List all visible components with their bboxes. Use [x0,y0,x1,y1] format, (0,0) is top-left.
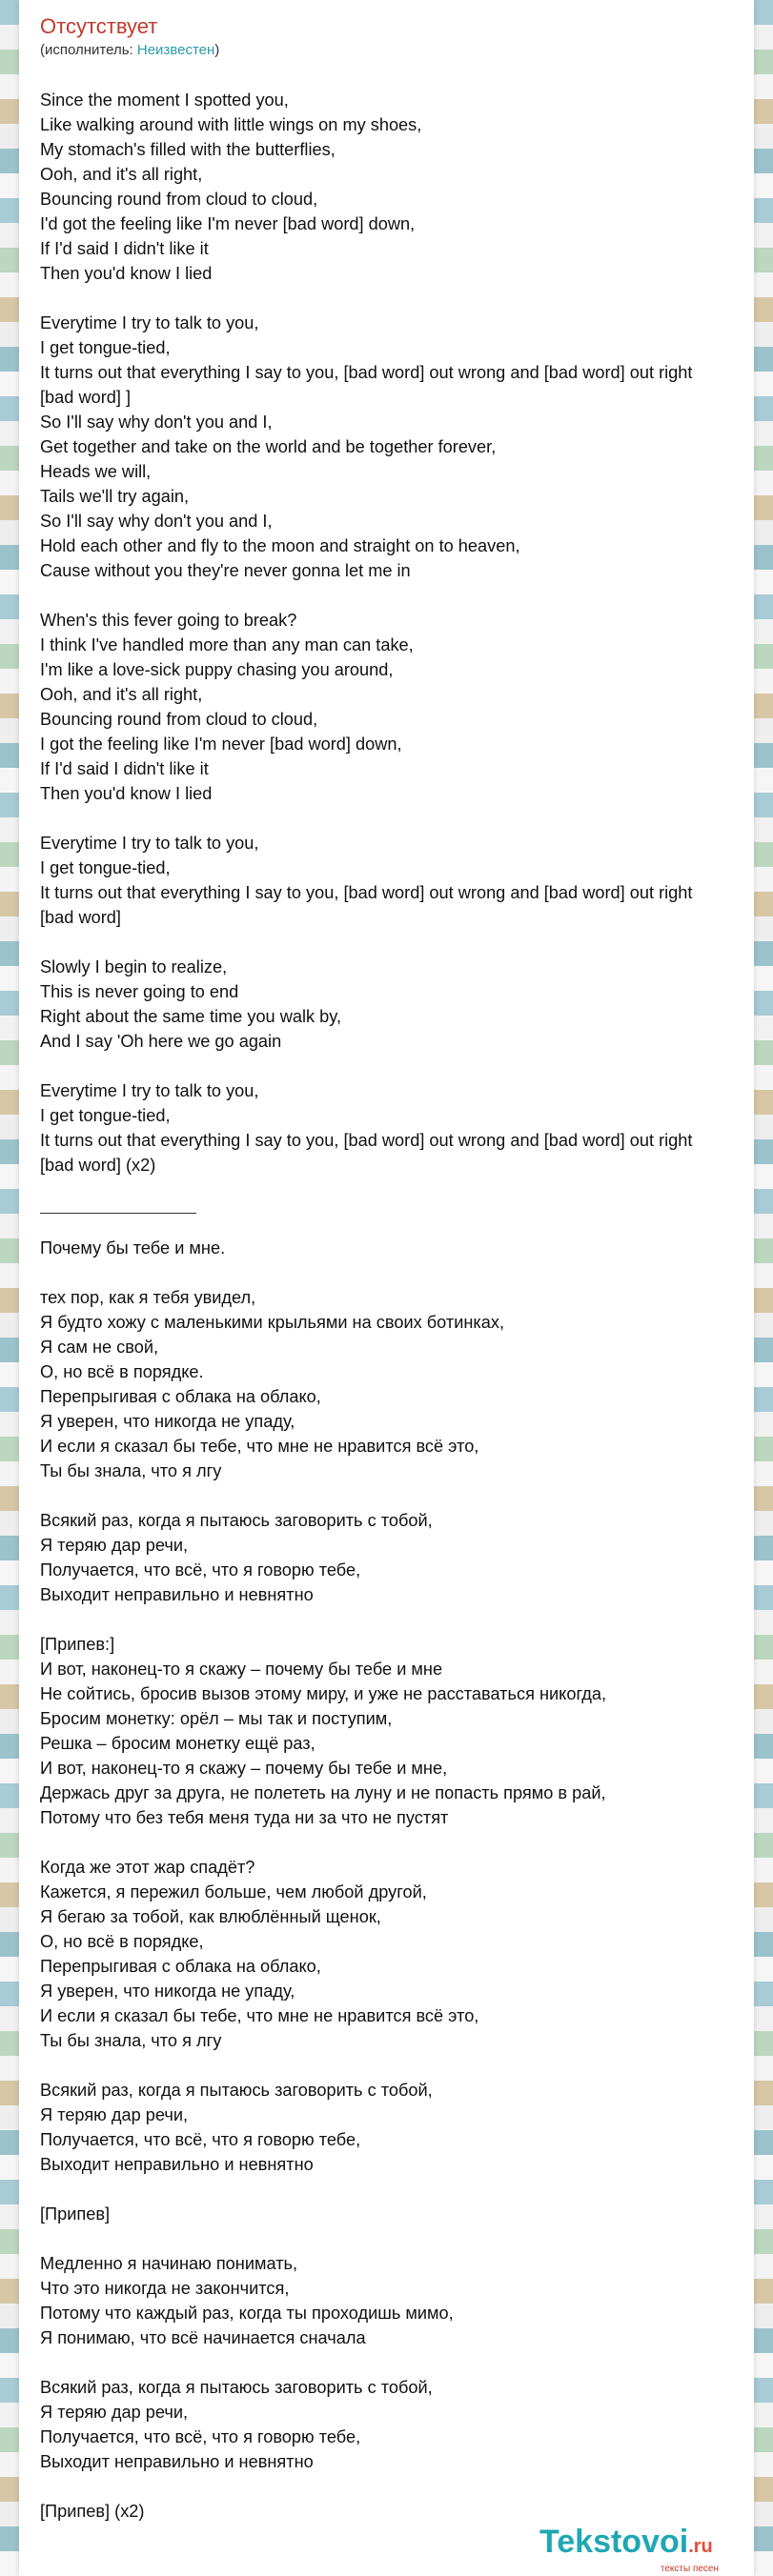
lyric-line: I get tongue-tied, [40,338,171,357]
lyric-line [40,286,768,311]
lyric-line: If I'd said I didn't like it [40,239,209,258]
lyric-line: And I say 'Oh here we go again [40,1032,282,1051]
lyric-line: Я будто хожу с маленькими крыльями на своих ботинках, [40,1313,505,1332]
lyric-line: Решка – бросим монетку ещё раз, [40,1734,315,1753]
lyric-line: Then you'd know I lied [40,784,213,803]
lyric-line: О, но всё в порядке. [40,1362,204,1381]
lyric-line: Get together and take on the world and be together forever, [40,437,497,456]
lyric-line [40,2350,768,2375]
lyric-line: So I'll say why don't you and I, [40,413,273,432]
lyric-line: Since the moment I spotted you, [40,91,289,110]
lyric-line: This is never going to end [40,982,239,1001]
lyric-line: Кажется, я пережил больше, чем любой другой, [40,1882,427,1902]
lyric-line: [bad word] [40,908,121,927]
lyric-line: Я сам не свой, [40,1338,159,1357]
logo-name: Tekstovoi [539,2524,689,2560]
lyric-line: Ooh, and it's all right, [40,165,203,184]
logo-tagline: тексты песен [660,2564,719,2574]
lyric-line: Что это никогда не закончится, [40,2279,290,2298]
lyric-line: Я понимаю, что всё начинается сначала [40,2328,366,2347]
lyric-line: I'd got the feeling like I'm never [bad word] down, [40,214,416,233]
lyric-line: И вот, наконец-то я скажу – почему бы тебе и мне [40,1660,443,1679]
lyric-line: Получается, что всё, что я говорю тебе, [40,1560,361,1580]
lyric-line: When's this fever going to break? [40,611,297,630]
lyric-line: Получается, что всё, что я говорю тебе, [40,2427,361,2446]
logo-wordmark [539,2525,730,2564]
lyric-line: Я теряю дар речи, [40,2403,189,2422]
lyric-line: I get tongue-tied, [40,858,171,877]
site-logo[interactable] [539,2525,730,2572]
lyric-line: Then you'd know I lied [40,264,213,283]
lyric-line: So I'll say why don't you and I, [40,512,273,531]
artist-link[interactable]: Неизвестен [136,42,215,58]
lyrics-card [19,0,754,2576]
lyric-line: Когда же этот жар спадёт? [40,1858,255,1877]
translation-divider [40,1213,196,1214]
lyric-line: Right about the same time you walk by, [40,1007,342,1026]
lyric-line: Держась друг за друга, не полететь на луну и не попасть прямо в рай, [40,1783,606,1802]
lyric-line: Everytime I try to talk to you, [40,834,259,853]
lyric-line: [bad word] ] [40,388,132,407]
lyric-line: Почему бы тебе и мне. [40,1238,226,1258]
lyric-line: И если я сказал бы тебе, что мне не нравится всё это, [40,2006,479,2025]
artist-suffix: ) [214,42,220,58]
lyric-line: Bouncing round from cloud to cloud, [40,710,318,729]
lyric-line [40,2053,768,2078]
lyric-line: I got the feeling like I'm never [bad word] down, [40,735,402,754]
artist-line [40,42,219,59]
lyric-line: I get tongue-tied, [40,1106,171,1125]
lyric-line: Перепрыгивая с облака на облако, [40,1387,321,1406]
lyric-line: Ты бы знала, что я лгу [40,1461,222,1480]
lyric-line: Hold each other and fly to the moon and straight on to heaven, [40,536,520,555]
lyrics-original [40,88,768,1177]
lyric-line: Ooh, and it's all right, [40,685,203,704]
lyric-line: Я уверен, что никогда не упаду, [40,1982,295,2001]
lyric-line: If I'd said I didn't like it [40,759,209,778]
lyric-line: Я бегаю за тобой, как влюблённый щенок, [40,1907,381,1926]
lyric-line: Я теряю дар речи, [40,2105,189,2124]
lyric-line: Всякий раз, когда я пытаюсь заговорить с тобой, [40,2081,433,2100]
logo-tld: .ru [688,2536,713,2557]
lyric-line: И если я сказал бы тебе, что мне не нравится всё это, [40,1437,479,1456]
lyric-line: Всякий раз, когда я пытаюсь заговорить с тобой, [40,2378,433,2397]
lyric-line: Бросим монетку: орёл – мы так и поступим, [40,1709,393,1728]
song-title: Отсутствует [40,14,158,38]
lyric-line: Heads we will, [40,462,152,481]
lyric-line [40,1607,768,1632]
lyric-line: [Припев] (x2) [40,2502,145,2521]
lyric-line: Всякий раз, когда я пытаюсь заговорить с тобой, [40,1511,433,1530]
lyric-line: Потому что каждый раз, когда ты проходишь мимо, [40,2304,454,2323]
lyric-line: Bouncing round from cloud to cloud, [40,190,318,209]
lyric-line: It turns out that everything I say to you, [bad word] out wrong and [bad word] out right [40,883,693,902]
lyric-line: Everytime I try to talk to you, [40,1081,259,1100]
lyric-line: Tails we'll try again, [40,487,190,506]
lyric-line: It turns out that everything I say to you, [bad word] out wrong and [bad word] out right [40,1131,693,1150]
lyric-line: тех пор, как я тебя увидел, [40,1288,256,1307]
lyric-line: [Припев:] [40,1635,115,1654]
lyric-line: Выходит неправильно и невнятно [40,1585,314,1604]
lyric-line: Не сойтись, бросив вызов этому миру, и уже не расставаться никогда, [40,1684,607,1703]
lyric-line: It turns out that everything I say to you, [bad word] out wrong and [bad word] out right [40,363,693,382]
lyric-line: Slowly I begin to realize, [40,957,228,976]
lyric-line: О, но всё в порядке, [40,1932,204,1951]
lyric-line [40,2226,768,2251]
lyric-line: I'm like a love-sick puppy chasing you around, [40,660,394,679]
lyric-line [40,2474,768,2499]
lyric-line: Like walking around with little wings on my shoes, [40,115,422,134]
lyric-line: И вот, наконец-то я скажу – почему бы тебе и мне, [40,1759,448,1778]
lyrics-translation [40,1236,768,2524]
lyric-line: Я уверен, что никогда не упаду, [40,1412,295,1431]
lyric-line: Потому что без тебя меня туда ни за что не пустят [40,1808,449,1827]
artist-prefix: (исполнитель: [40,42,137,58]
lyric-line: Everytime I try to talk to you, [40,313,259,332]
lyric-line [40,1260,768,1285]
lyric-line: My stomach's filled with the butterflies, [40,140,336,159]
lyric-line [40,806,768,831]
lyric-line [40,930,768,955]
lyric-line: Перепрыгивая с облака на облако, [40,1957,321,1976]
lyric-line [40,2177,768,2202]
lyric-line [40,583,768,608]
lyric-line [40,1830,768,1855]
lyric-line [40,1054,768,1078]
lyric-line: I think I've handled more than any man can take, [40,635,414,654]
lyric-line: [bad word] (x2) [40,1156,156,1175]
lyric-line: Ты бы знала, что я лгу [40,2031,222,2050]
lyric-line: Cause without you they're never gonna let me in [40,561,411,580]
lyric-line [40,1483,768,1508]
lyric-line: Получается, что всё, что я говорю тебе, [40,2130,361,2149]
lyric-line: Я теряю дар речи, [40,1536,189,1555]
lyric-line: Выходит неправильно и невнятно [40,2155,314,2174]
lyric-line: Выходит неправильно и невнятно [40,2452,314,2471]
lyric-line: Медленно я начинаю понимать, [40,2254,298,2273]
lyric-line: [Припев] [40,2204,111,2224]
